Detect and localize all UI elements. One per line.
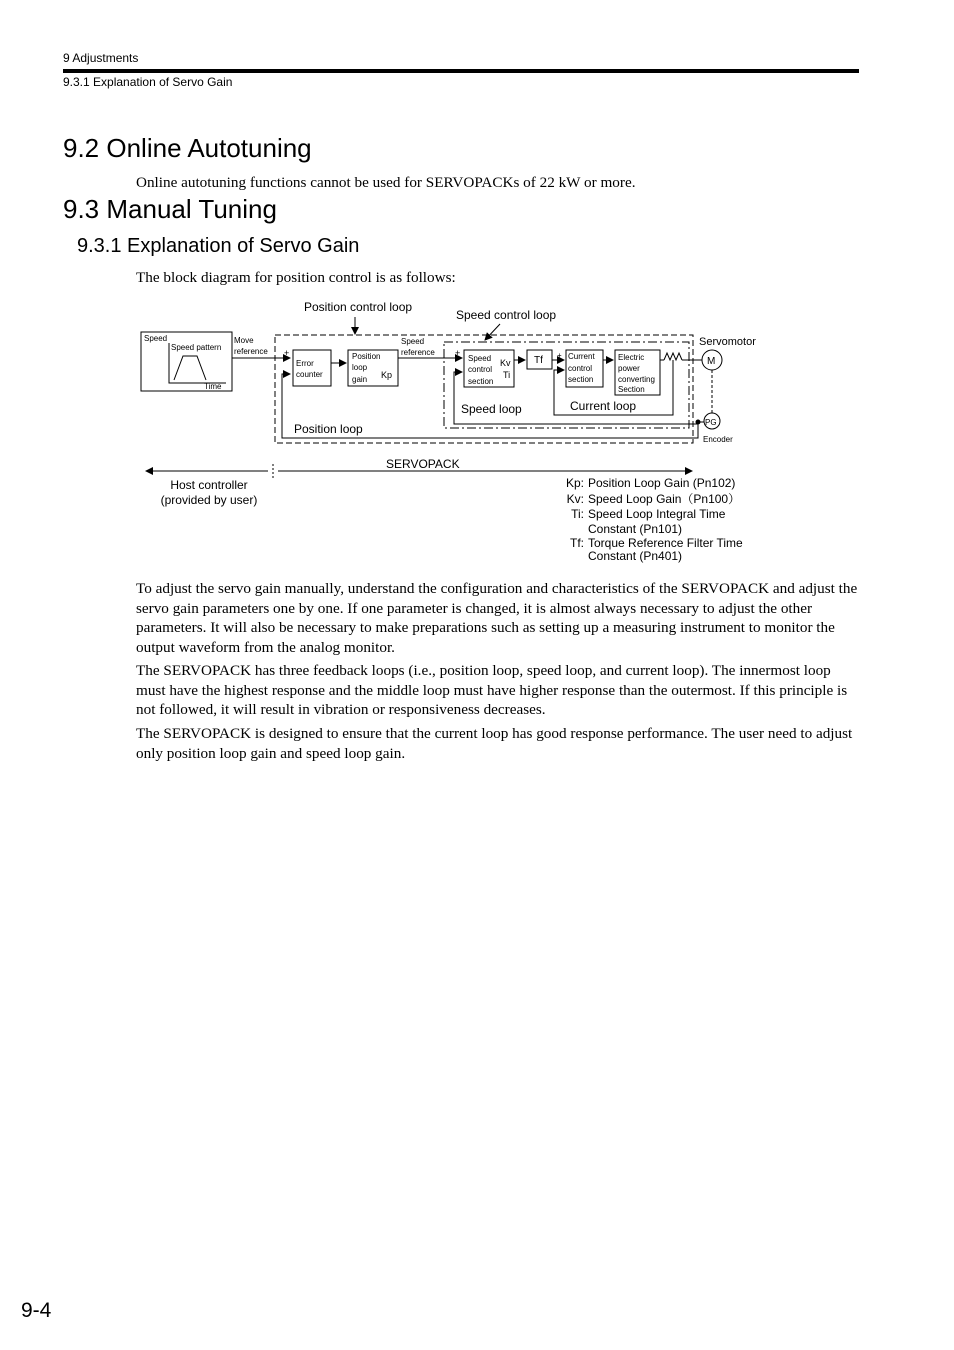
host-controller-label-2: (provided by user) (160, 493, 258, 507)
error-counter-label-1: Error (296, 359, 314, 368)
encoder-symbol-label: PG (705, 418, 717, 427)
speed-axis-label: Speed (144, 334, 168, 343)
diagram-intro: The block diagram for position control is as follows: (136, 269, 456, 286)
power-section-label-1: Electric (618, 353, 645, 362)
speed-minus-sign: - (456, 368, 459, 378)
servomotor-label: Servomotor (699, 336, 756, 348)
legend-key-kv: Kv: (566, 492, 584, 506)
position-loop-label: Position loop (294, 422, 363, 436)
current-minus-sign: - (558, 364, 561, 373)
current-section-label-2: control (568, 364, 593, 373)
legend-desc-tf-2: Constant (Pn401) (588, 549, 683, 563)
legend-key-tf: Tf: (570, 536, 584, 550)
legend-desc-ti: Speed Loop Integral Time (588, 507, 726, 521)
kp-label: Kp (381, 370, 393, 380)
host-controller-block (141, 332, 232, 391)
host-controller-label-1: Host controller (170, 478, 248, 492)
position-plus-sign: + (284, 348, 290, 358)
paragraph-feedback-loops: The SERVOPACK has three feedback loops (i.e., position loop, speed loop, and current loop). The innermost loop must have the highest response and the middle loop must have higher response than the outermost. If this principle is not followed, it will result in vibration or responsiveness decreases. (136, 662, 848, 718)
tf-label: Tf (534, 355, 543, 366)
motor-symbol-label: M (707, 356, 716, 367)
legend-desc-tf: Torque Reference Filter Time (588, 536, 743, 550)
legend-desc-kv: Speed Loop Gain（Pn100） (588, 492, 741, 506)
position-minus-sign: - (285, 369, 288, 379)
current-plus-sign: + (557, 351, 562, 360)
speed-pattern-label: Speed pattern (171, 343, 222, 352)
speed-section-label-2: control (468, 365, 493, 374)
legend-key-ti: Ti: (571, 507, 584, 521)
speed-section-label-1: Speed (468, 354, 492, 363)
speed-plus-sign: + (455, 348, 461, 358)
current-loop-label: Current loop (570, 399, 637, 413)
speed-reference-label-1: Speed (401, 337, 425, 346)
error-counter-label-2: counter (296, 370, 323, 379)
legend-key-kp: Kp: (565, 476, 584, 490)
power-section-label-4: Section (618, 385, 645, 394)
position-gain-label-3: gain (352, 375, 368, 384)
running-header-chapter: 9 Adjustments (63, 51, 139, 65)
position-control-block-diagram (0, 0, 954, 580)
kv-label: Kv (500, 358, 511, 368)
ti-label: Ti (503, 370, 511, 380)
page-number: 9-4 (21, 1299, 52, 1322)
legend-desc-kp: Position Loop Gain (Pn102) (588, 476, 736, 490)
move-reference-label-1: Move (234, 336, 254, 345)
power-section-label-3: converting (618, 375, 655, 384)
speed-reference-label-2: reference (401, 348, 435, 357)
speed-loop-label: Speed loop (461, 402, 522, 416)
error-counter-block (293, 350, 331, 386)
position-control-loop-label: Position control loop (304, 300, 413, 314)
parameter-legend (566, 476, 743, 563)
paragraph-manual-adjustment: To adjust the servo gain manually, understand the configuration and characteristics of the SERVOPACK and adjust the servo gain parameters one by one. If one parameter is changed, it is almost always necessary to adjust the other parameters. It will also be necessary to make preparations such as setting up a measuring instrument to monitor the output waveform from the analog monitor. (136, 580, 858, 656)
encoder-label: Encoder (703, 435, 733, 444)
heading-explanation-servo-gain: 9.3.1 Explanation of Servo Gain (77, 235, 360, 257)
speed-section-label-3: section (468, 377, 494, 386)
speed-pattern-trapezoid (174, 356, 206, 380)
current-section-label-3: section (568, 375, 594, 384)
legend-desc-ti-2: Constant (Pn101) (588, 522, 683, 536)
speed-control-loop-label: Speed control loop (456, 308, 557, 322)
position-gain-label-1: Position (352, 352, 381, 361)
heading-manual-tuning: 9.3 Manual Tuning (63, 194, 277, 224)
running-header-section: 9.3.1 Explanation of Servo Gain (63, 75, 233, 89)
heading-online-autotuning: 9.2 Online Autotuning (63, 133, 312, 163)
speed-control-loop-pointer (485, 324, 500, 340)
position-gain-label-2: loop (352, 363, 368, 372)
online-autotuning-note: Online autotuning functions cannot be used for SERVOPACKs of 22 kW or more. (136, 174, 636, 191)
power-section-label-2: power (618, 364, 640, 373)
servopack-label: SERVOPACK (386, 457, 460, 471)
current-section-label-1: Current (568, 352, 595, 361)
time-axis-label: Time (204, 382, 222, 391)
move-reference-label-2: reference (234, 347, 268, 356)
paragraph-current-loop: The SERVOPACK is designed to ensure that the current loop has good response performance. The user need to adjust only position loop gain and speed loop gain. (136, 725, 853, 762)
current-sensor-symbol (664, 353, 682, 360)
